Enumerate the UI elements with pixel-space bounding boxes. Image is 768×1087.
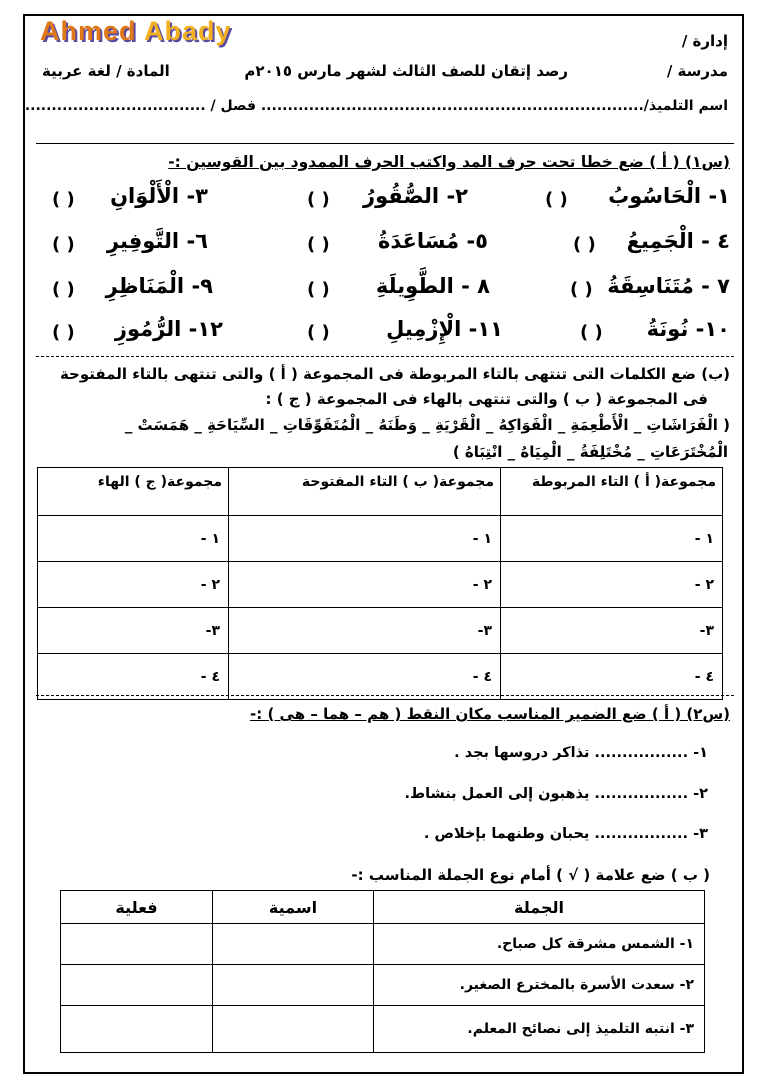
table-header-row <box>61 891 705 924</box>
cell[interactable]: ٤ - <box>501 654 723 700</box>
table-row <box>38 562 723 608</box>
logo-text-second: Abady <box>144 16 232 46</box>
q1a-instruction <box>168 153 730 171</box>
cell[interactable]: ١ - <box>38 516 229 562</box>
table-row <box>38 654 723 700</box>
table-row <box>38 516 723 562</box>
student-name-line: اسم التلميذ/........................................................................ فصل / .................................. <box>24 98 728 114</box>
header-nominal: اسمية <box>213 891 374 924</box>
table-row <box>61 1006 705 1053</box>
q1a-word-11: ١١- الْإِزْمِيلِ <box>386 317 503 341</box>
q1b-line1: (ب) ضع الكلمات التى تنتهى بالتاء المربوطة فى المجموعة ( أ ) والتى تنتهى بالتاء المفتوحة <box>59 365 730 383</box>
cell[interactable]: ٢ - <box>38 562 229 608</box>
sentence-cell: ١- الشمس مشرقة كل صباح. <box>374 924 705 965</box>
cell[interactable]: ١ - <box>229 516 501 562</box>
answer-paren: ( ) <box>307 189 330 210</box>
q1a-word-4: ٤ - الْجَمِيعُ <box>626 229 730 253</box>
cell[interactable]: ٢ - <box>229 562 501 608</box>
table-header-row <box>38 468 723 516</box>
verbal-checkbox-cell[interactable] <box>61 965 213 1006</box>
answer-paren: ( ) <box>573 234 596 255</box>
section-divider <box>36 356 734 357</box>
section-divider <box>36 695 734 696</box>
q1a-word-2: ٢- الصُّقُورُ <box>362 184 468 208</box>
table-row <box>61 965 705 1006</box>
q1a-word-7: ٧ - مُتَنَاسِقَةُ <box>607 274 730 298</box>
verbal-checkbox-cell[interactable] <box>61 924 213 965</box>
q1a-word-12: ١٢- الرُّمُوزِ <box>114 317 223 341</box>
subject-label: المادة / لغة عربية <box>42 62 170 80</box>
cell[interactable]: ٤ - <box>229 654 501 700</box>
q1a-word-3: ٣- الْأَلْوَانِ <box>110 184 208 208</box>
answer-paren: ( ) <box>52 189 75 210</box>
q2a-instruction: (س٢) ( أ ) ضع الضمير المناسب مكان النقط ( هم – هما – هى ) :- <box>250 705 730 723</box>
cell[interactable]: ٣- <box>38 608 229 654</box>
logo-text: Ahmed <box>40 16 145 46</box>
answer-paren: ( ) <box>307 234 330 255</box>
q2b-instruction: ( ب ) ضع علامة ( √ ) أمام نوع الجملة المناسب :- <box>351 866 710 884</box>
sentence-type-table <box>60 890 705 1053</box>
nominal-checkbox-cell[interactable] <box>213 924 374 965</box>
q1b-line3: ( الْفَرَاشَاتِ _ الْأَطْعِمَةِ _ الْفَوَاكِهُ _ الْقَرْيَةِ _ وَطَنَهُ _ الْمُتَفَوِّقَاتِ _ السِّيَاحَةِ _ هَمَسَتْ _ <box>124 416 730 434</box>
logo <box>40 16 232 47</box>
nominal-checkbox-cell[interactable] <box>213 965 374 1006</box>
answer-paren: ( ) <box>545 189 568 210</box>
header-verbal: فعلية <box>61 891 213 924</box>
answer-paren: ( ) <box>52 279 75 300</box>
sentence-cell: ٢- سعدت الأسرة بالمخترع الصغير. <box>374 965 705 1006</box>
cell[interactable]: ٤ - <box>38 654 229 700</box>
nominal-checkbox-cell[interactable] <box>213 1006 374 1053</box>
cell[interactable]: ٣- <box>501 608 723 654</box>
cell[interactable]: ١ - <box>501 516 723 562</box>
cell[interactable]: ٣- <box>229 608 501 654</box>
header-group-b: مجموعة( ب ) التاء المفتوحة <box>229 468 501 516</box>
table-row <box>38 608 723 654</box>
header-sentence: الجملة <box>374 891 705 924</box>
groups-table <box>37 467 723 700</box>
q1b-line2: فى المجموعة ( ب ) والتى تنتهى بالهاء فى المجموعة ( ج ) : <box>265 390 708 408</box>
q1a-word-8: ٨ - الطَّوِيلَةِ <box>375 274 490 298</box>
verbal-checkbox-cell[interactable] <box>61 1006 213 1053</box>
cell[interactable]: ٢ - <box>501 562 723 608</box>
q1a-instruction-text: (س١) ( أ ) ضع خطا تحت حرف المد واكتب الحرف الممدود بين القوسين :- <box>168 153 730 171</box>
school-label: مدرسة / <box>666 62 728 80</box>
answer-paren: ( ) <box>52 234 75 255</box>
answer-paren: ( ) <box>52 322 75 343</box>
q1a-word-9: ٩- الْمَنَاظِرِ <box>105 274 213 298</box>
q1a-word-10: ١٠- نُونَةُ <box>646 317 730 341</box>
q1a-word-1: ١- الْحَاسُوبُ <box>608 184 730 208</box>
answer-paren: ( ) <box>307 322 330 343</box>
header-group-c: مجموعة( ج ) الهاء <box>38 468 229 516</box>
q2a-item-2: ٢- ................. يذهبون إلى العمل بنشاط. <box>404 786 708 802</box>
exam-title: رصد إتقان للصف الثالث لشهر مارس ٢٠١٥م <box>244 62 568 80</box>
admin-label: إدارة / <box>681 32 728 50</box>
answer-paren: ( ) <box>570 279 593 300</box>
header-group-a: مجموعة( أ ) التاء المربوطة <box>501 468 723 516</box>
answer-paren: ( ) <box>307 279 330 300</box>
divider <box>36 143 734 144</box>
answer-paren: ( ) <box>580 322 603 343</box>
q1a-word-5: ٥- مُسَاعَدَةُ <box>378 229 488 253</box>
q2a-item-1: ١- ................. تذاكر دروسها بجد . <box>454 745 708 761</box>
q1b-line4: الْمُخْتَرَعَاتِ _ مُخْتَلِفَةُ _ الْمِيَاهُ _ انْتِبَاهُ ) <box>452 443 728 461</box>
sentence-cell: ٣- انتبه التلميذ إلى نصائح المعلم. <box>374 1006 705 1053</box>
q1a-word-6: ٦- التَّوفِيرِ <box>106 229 208 253</box>
table-row <box>61 924 705 965</box>
q2a-item-3: ٣- ................. يحبان وطنهما بإخلاص . <box>423 826 708 842</box>
